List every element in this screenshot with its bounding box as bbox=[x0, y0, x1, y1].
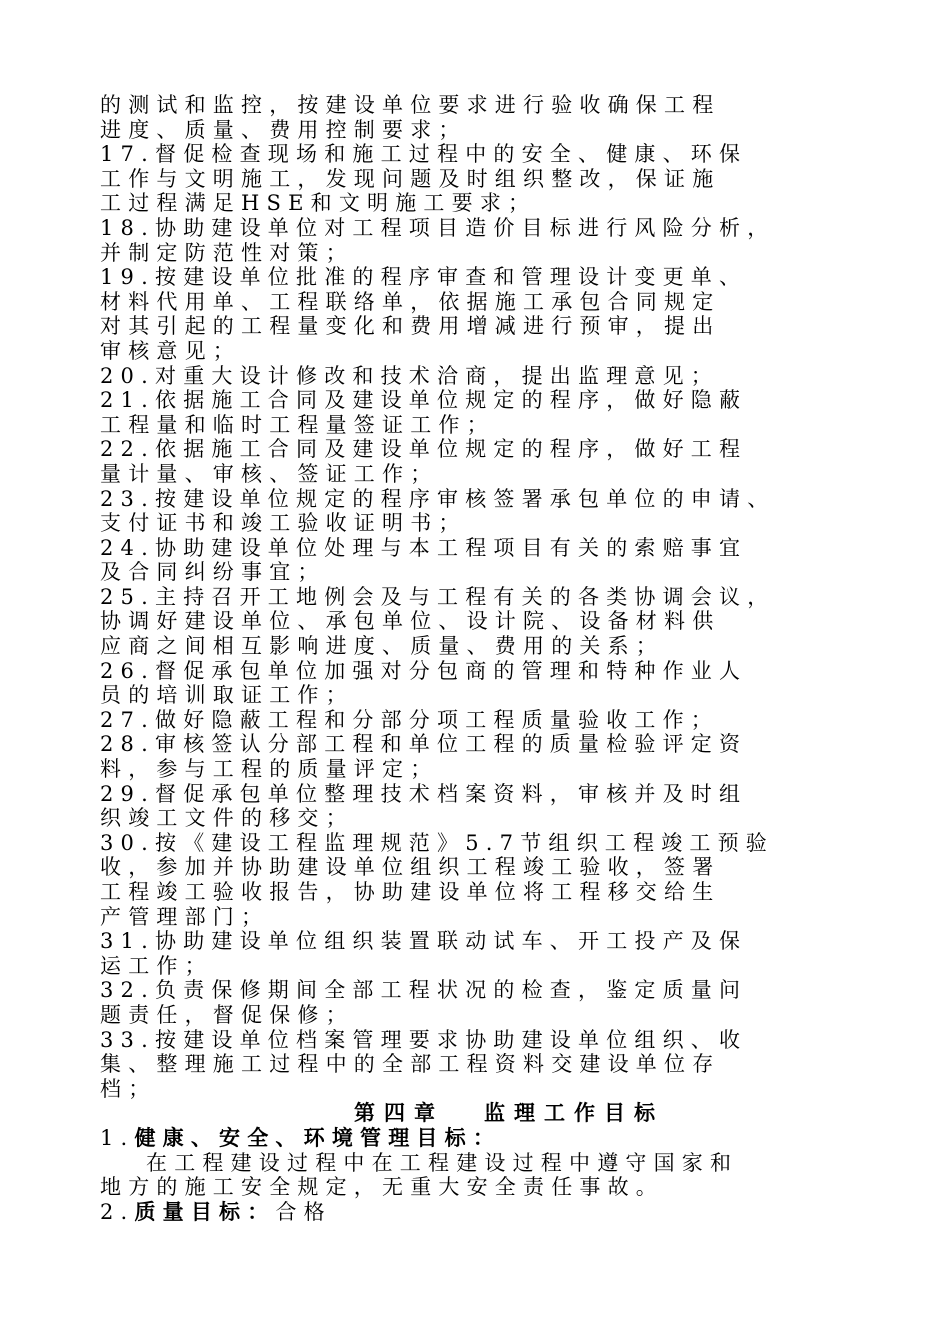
text-line: 33.按建设单位档案管理要求协助建设单位组织、收 bbox=[100, 1027, 748, 1052]
text-line: 19.按建设单位批准的程序审查和管理设计变更单、 bbox=[100, 265, 748, 290]
text-line: 进度、质量、费用控制要求； bbox=[100, 117, 467, 142]
goal-2-heading bbox=[100, 1200, 870, 1225]
goal-1-body-line-1: 在工程建设过程中在工程建设过程中遵守国家和 bbox=[146, 1150, 739, 1175]
text-line: 员的培训取证工作； bbox=[100, 683, 354, 708]
chapter-heading bbox=[100, 1101, 870, 1126]
text-line: 21.依据施工合同及建设单位规定的程序，做好隐蔽 bbox=[100, 388, 748, 413]
text-line: 工过程满足HSE和文明施工要求； bbox=[100, 191, 537, 216]
text-line: 20.对重大设计修改和技术洽商，提出监理意见； bbox=[100, 363, 719, 388]
text-line: 审核意见； bbox=[100, 338, 241, 363]
responsibility-list bbox=[100, 93, 870, 1101]
goal-1-heading bbox=[100, 1126, 870, 1151]
text-line: 28.审核签认分部工程和单位工程的质量检验评定资 bbox=[100, 732, 748, 757]
text-line: 31.协助建设单位组织装置联动试车、开工投产及保 bbox=[100, 929, 748, 954]
text-line: 工作与文明施工，发现问题及时组织整改，保证施 bbox=[100, 166, 721, 191]
goal-2-value: 合格 bbox=[275, 1199, 332, 1224]
text-line: 17.督促检查现场和施工过程中的安全、健康、环保 bbox=[100, 142, 748, 167]
goal-1-title: 健康、安全、环境管理目标： bbox=[134, 1124, 502, 1150]
text-line: 32.负责保修期间全部工程状况的检查，鉴定质量问 bbox=[100, 978, 748, 1003]
text-line: 30.按《建设工程监理规范》5.7节组织工程竣工预验 bbox=[100, 830, 774, 855]
text-line: 27.做好隐蔽工程和分部分项工程质量验收工作； bbox=[100, 707, 719, 732]
text-line: 材料代用单、工程联络单，依据施工承包合同规定 bbox=[100, 289, 721, 314]
text-line: 运工作； bbox=[100, 953, 213, 978]
text-line: 25.主持召开工地例会及与工程有关的各类协调会议， bbox=[100, 584, 776, 609]
goal-1-body-line-2: 地方的施工安全规定，无重大安全责任事故。 bbox=[100, 1175, 664, 1200]
chapter-number: 第四章 bbox=[354, 1100, 444, 1126]
text-line: 协调好建设单位、承包单位、设计院、设备材料供 bbox=[100, 609, 721, 634]
text-line: 产管理部门； bbox=[100, 904, 270, 929]
text-line: 应商之间相互影响进度、质量、费用的关系； bbox=[100, 634, 664, 659]
text-line: 档； bbox=[100, 1076, 157, 1101]
text-line: 23.按建设单位规定的程序审核签署承包单位的申请、 bbox=[100, 486, 776, 511]
text-line: 集、整理施工过程中的全部工程资料交建设单位存 bbox=[100, 1052, 721, 1077]
text-line: 工程量和临时工程量签证工作； bbox=[100, 412, 495, 437]
goal-1-number: 1. bbox=[100, 1125, 135, 1150]
text-line: 24.协助建设单位处理与本工程项目有关的索赔事宜 bbox=[100, 535, 748, 560]
goal-2-title: 质量目标： bbox=[134, 1198, 276, 1224]
text-line: 29.督促承包单位整理技术档案资料，审核并及时组 bbox=[100, 781, 748, 806]
text-line: 的测试和监控，按建设单位要求进行验收确保工程 bbox=[100, 93, 721, 117]
text-line: 支付证书和竣工验收证明书； bbox=[100, 511, 467, 536]
text-line: 工程竣工验收报告，协助建设单位将工程移交给生 bbox=[100, 880, 721, 904]
text-line: 对其引起的工程量变化和费用增减进行预审，提出 bbox=[100, 314, 721, 339]
text-line: 织竣工文件的移交； bbox=[100, 806, 354, 831]
text-line: 18.协助建设单位对工程项目造价目标进行风险分析， bbox=[100, 215, 776, 240]
document-page bbox=[100, 93, 870, 1224]
goal-2-number: 2. bbox=[100, 1199, 135, 1224]
text-line: 题责任，督促保修； bbox=[100, 1002, 354, 1027]
text-line: 收，参加并协助建设单位组织工程竣工验收，签署 bbox=[100, 855, 721, 880]
text-line: 22.依据施工合同及建设单位规定的程序，做好工程 bbox=[100, 437, 748, 462]
chapter-title: 监理工作目标 bbox=[484, 1100, 664, 1126]
text-line: 及合同纠纷事宜； bbox=[100, 560, 326, 585]
text-line: 料，参与工程的质量评定； bbox=[100, 757, 439, 782]
text-line: 26.督促承包单位加强对分包商的管理和特种作业人 bbox=[100, 658, 748, 683]
text-line: 量计量、审核、签证工作； bbox=[100, 461, 439, 486]
text-line: 并制定防范性对策； bbox=[100, 240, 354, 265]
